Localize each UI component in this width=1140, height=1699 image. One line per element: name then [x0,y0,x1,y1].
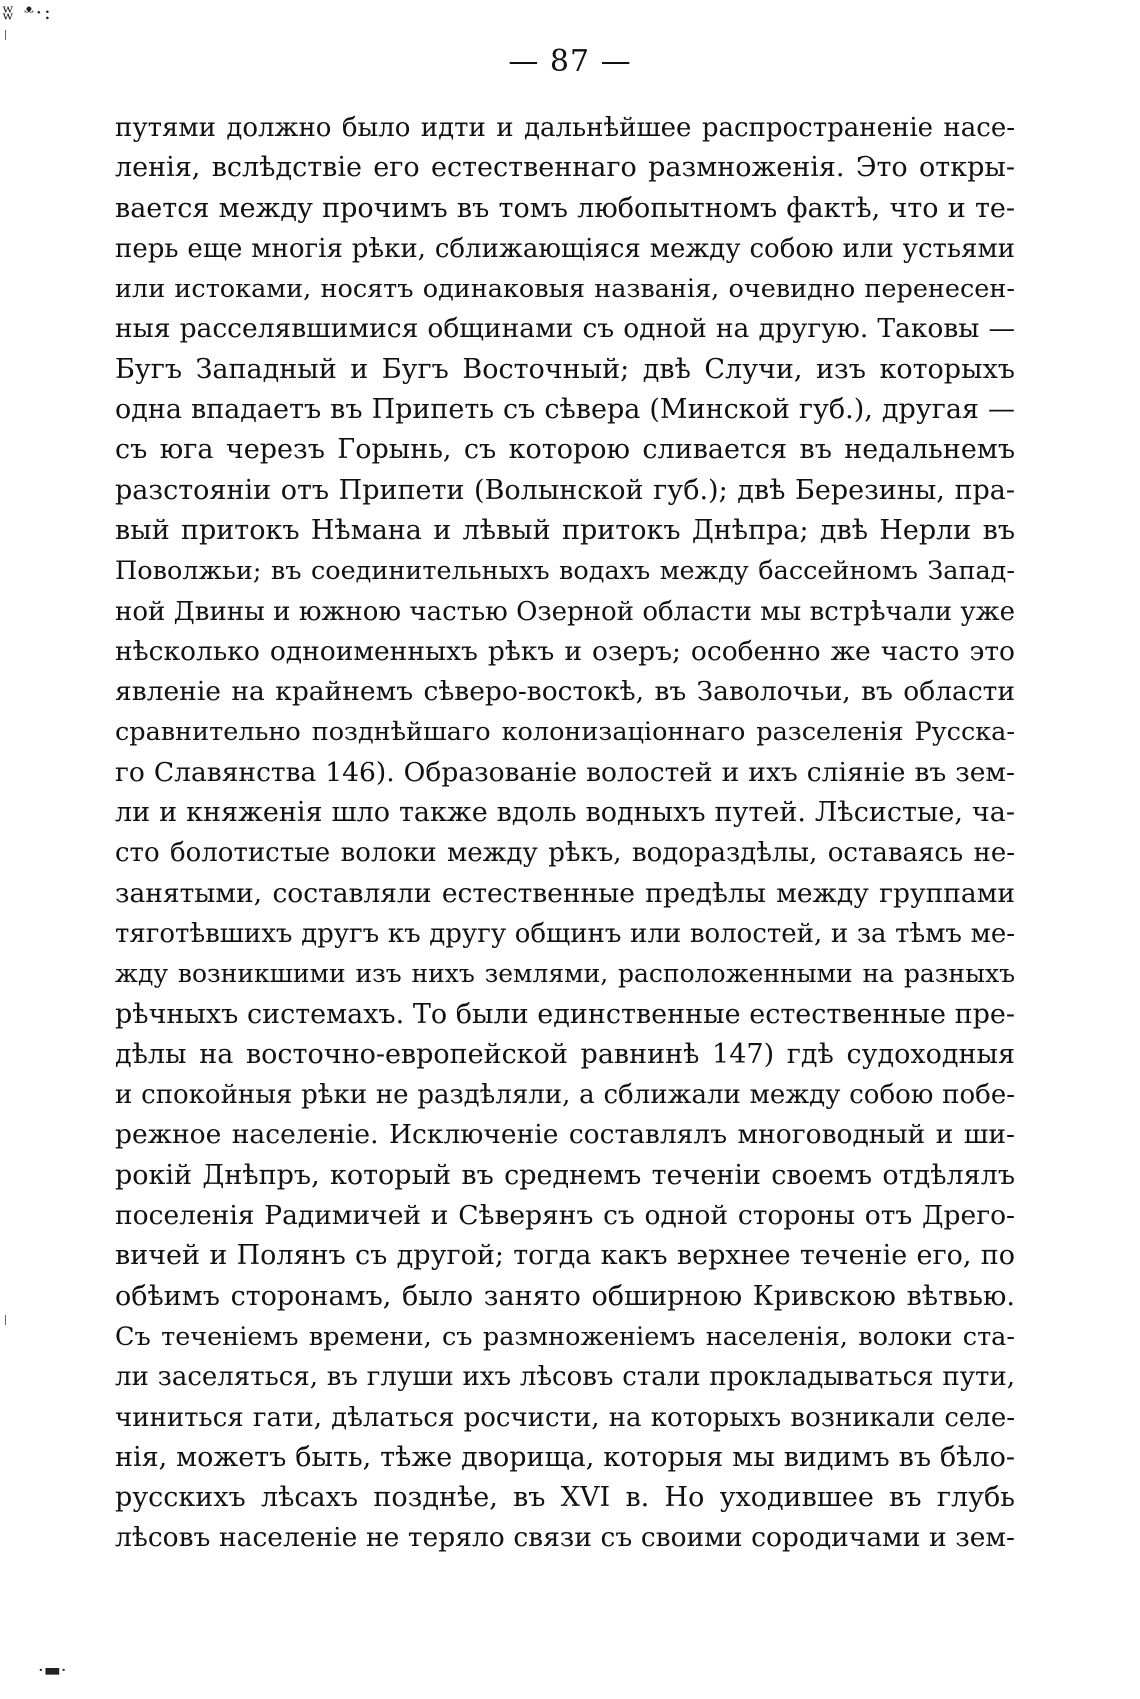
text-line: ли заселяться, въ глуши ихъ лѣсовъ стали прокладываться пути, [115,1362,1015,1393]
text-line: или истоками, носятъ одинаковыя названія, очевидно перенесен- [115,274,1015,305]
body-text [115,108,1015,1559]
text-line: сто болотистые волоки между рѣкъ, водораздѣлы, оставаясь не- [115,838,1015,869]
text-line: русскихъ лѣсахъ позднѣе, въ XVI в. Но уходившее въ глубь [115,1482,1015,1514]
text-line: поселенія Радимичей и Сѣверянъ съ одной стороны отъ Дрего- [115,1200,1015,1232]
text-line: занятыми, составляли естественные предѣлы между группами [115,877,1015,909]
scan-artifact-top: ʬ ᵜ·: [2,0,53,24]
text-line: Бугъ Западный и Бугъ Восточный; двѣ Случи, изъ которыхъ [115,353,1015,385]
text-line: Поволжьи; въ соединительныхъ водахъ между бассейномъ Запад- [115,556,1015,587]
text-line: чиниться гати, дѣлаться росчисти, на которыхъ возникали селе- [115,1402,1015,1433]
text-line: ленія, вслѣдствіе его естественнаго размноженія. Это откры- [115,152,1015,184]
scan-tick [5,1315,6,1325]
text-line: нѣсколько одноименныхъ рѣкъ и озеръ; особенно же часто это [115,635,1015,667]
text-line: ли и княженія шло также вдоль водныхъ путей. Лѣсистые, ча- [115,797,1015,829]
text-line: сравнительно позднѣйшаго колонизаціоннаго разселенія Русска- [115,717,1015,748]
text-line: Съ теченіемъ времени, съ размноженіемъ населенія, волоки ста- [115,1321,1015,1352]
text-line: го Славянства 146). Образованіе волостей и ихъ сліяніе въ зем- [115,756,1015,788]
text-line: вый притокъ Нѣмана и лѣвый притокъ Днѣпра; двѣ Нерли въ [115,514,1015,546]
text-line: съ юга черезъ Горынь, съ которою сливается въ недальнемъ [115,434,1015,466]
text-line: ныя расселявшимися общинами съ одной на другую. Таковы — [115,313,1015,345]
text-line: разстояніи отъ Припети (Волынской губ.); двѣ Березины, пра- [115,474,1015,506]
text-line: тяготѣвшихъ другъ къ другу общинъ или волостей, и за тѣмъ ме- [115,918,1015,949]
text-line: рокій Днѣпръ, который въ среднемъ теченіи своемъ отдѣлялъ [115,1159,1015,1191]
text-line: вичей и Полянъ съ другой; тогда какъ верхнее теченіе его, по [115,1240,1015,1272]
text-line: дѣлы на восточно-европейской равнинѣ 147) гдѣ судоходныя [115,1038,1015,1070]
scan-tick [5,30,6,40]
text-line: вается между прочимъ въ томъ любопытномъ фактѣ, что и те- [115,192,1015,224]
text-line: лѣсовъ населеніе не теряло связи съ своими сородичами и зем- [115,1522,1015,1554]
scan-artifact-bottom: ·▬· [38,1660,67,1681]
text-line: явленіе на крайнемъ сѣверо-востокѣ, въ Заволочьи, въ области [115,676,1015,708]
text-line: и спокойныя рѣки не раздѣляли, а сближали между собою побе- [115,1080,1015,1111]
page-number: — 87 — [508,44,632,79]
text-line: жду возникшими изъ нихъ землями, расположенными на разныхъ [115,959,1015,989]
text-line: перь еще многія рѣки, сближающіяся между собою или устьями [115,233,1015,264]
text-line: нія, можетъ быть, тѣже дворища, которыя мы видимъ въ бѣло- [115,1441,1015,1473]
text-line: одна впадаетъ въ Припеть съ сѣвера (Минской губ.), другая — [115,394,1015,426]
text-line: режное населеніе. Исключеніе составлялъ многоводный и ши- [115,1119,1015,1151]
text-line: рѣчныхъ системахъ. То были единственные естественные пре- [115,998,1015,1030]
text-line: обѣимъ сторонамъ, было занято обширною Кривскою вѣтвью. [115,1280,1015,1312]
text-line: путями должно было идти и дальнѣйшее распространеніе насе- [115,113,1015,143]
text-line: ной Двины и южною частью Озерной области мы встрѣчали уже [115,596,1015,627]
